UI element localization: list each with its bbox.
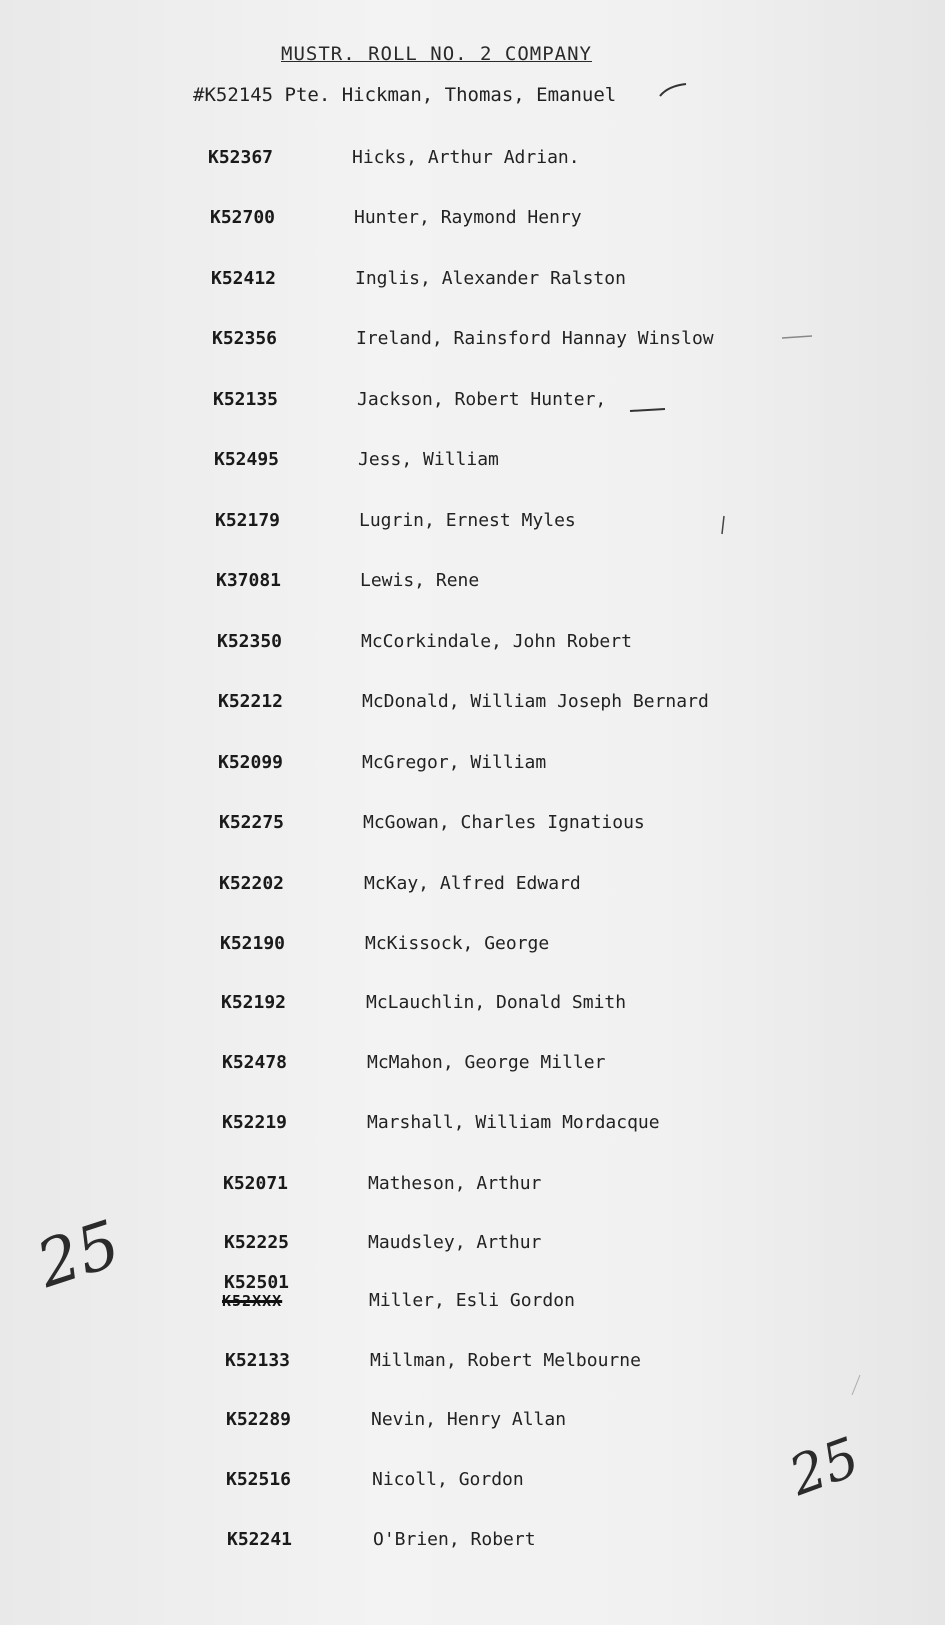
soldier-name: McGowan, Charles Ignatious	[363, 812, 645, 833]
soldier-name: McLauchlin, Donald Smith	[366, 992, 627, 1013]
soldier-name: McKay, Alfred Edward	[364, 873, 581, 894]
tick-mark	[782, 336, 812, 338]
service-number: K52367	[208, 147, 274, 168]
soldier-name: Ireland, Rainsford Hannay Winslow	[356, 328, 714, 349]
soldier-name: Miller, Esli Gordon	[369, 1290, 575, 1311]
service-number: K52241	[227, 1529, 293, 1550]
service-number: K52289	[226, 1409, 292, 1430]
service-number: K52099	[218, 752, 284, 773]
service-number: K52219	[222, 1112, 288, 1133]
service-number: K52495	[214, 449, 280, 470]
soldier-name: Lugrin, Ernest Myles	[359, 510, 576, 531]
service-number: K52275	[219, 812, 285, 833]
service-number: K52135	[213, 389, 279, 410]
soldier-name: Nevin, Henry Allan	[371, 1409, 567, 1430]
first-entry: #K52145 Pte. Hickman, Thomas, Emanuel	[193, 84, 617, 106]
soldier-name: McCorkindale, John Robert	[361, 631, 632, 652]
handwritten-count-left: 25	[28, 1207, 129, 1303]
service-number: K52190	[220, 933, 286, 954]
soldier-name: McDonald, William Joseph Bernard	[362, 691, 709, 712]
page-title: MUSTR. ROLL NO. 2 COMPANY	[281, 43, 592, 65]
service-number: K37081	[216, 570, 282, 591]
soldier-name: Inglis, Alexander Ralston	[355, 268, 626, 289]
service-number: K52179	[215, 510, 281, 531]
soldier-name: O'Brien, Robert	[373, 1529, 536, 1550]
service-number: K52202	[219, 873, 285, 894]
soldier-name: McKissock, George	[365, 933, 550, 954]
service-number: K52501	[224, 1272, 290, 1293]
service-number: K52350	[217, 631, 283, 652]
service-number: K52700	[210, 207, 276, 228]
service-number: K52192	[221, 992, 287, 1013]
service-number: K52071	[223, 1173, 289, 1194]
soldier-name: Jess, William	[358, 449, 499, 470]
soldier-name: Millman, Robert Melbourne	[370, 1350, 641, 1371]
tick-mark	[660, 84, 686, 96]
soldier-name: McMahon, George Miller	[367, 1052, 606, 1073]
soldier-name: Marshall, William Mordacque	[367, 1112, 660, 1133]
soldier-name: Maudsley, Arthur	[368, 1232, 542, 1253]
soldier-name: Matheson, Arthur	[368, 1173, 542, 1194]
tick-mark	[630, 409, 665, 411]
tick-mark	[722, 516, 724, 534]
service-number: K52516	[226, 1469, 292, 1490]
service-number: K52478	[222, 1052, 288, 1073]
handwritten-count-right: 25	[781, 1425, 868, 1508]
service-number: K52412	[211, 268, 277, 289]
soldier-name: McGregor, William	[362, 752, 547, 773]
service-number: K52225	[224, 1232, 290, 1253]
tick-mark	[852, 1375, 860, 1395]
struck-out-number: K52XXX	[222, 1292, 283, 1310]
soldier-name: Lewis, Rene	[360, 570, 480, 591]
service-number: K52212	[218, 691, 284, 712]
service-number: K52356	[212, 328, 278, 349]
soldier-name: Jackson, Robert Hunter,	[357, 389, 607, 410]
service-number: K52133	[225, 1350, 291, 1371]
soldier-name: Hicks, Arthur Adrian.	[352, 147, 580, 168]
soldier-name: Hunter, Raymond Henry	[354, 207, 582, 228]
soldier-name: Nicoll, Gordon	[372, 1469, 524, 1490]
